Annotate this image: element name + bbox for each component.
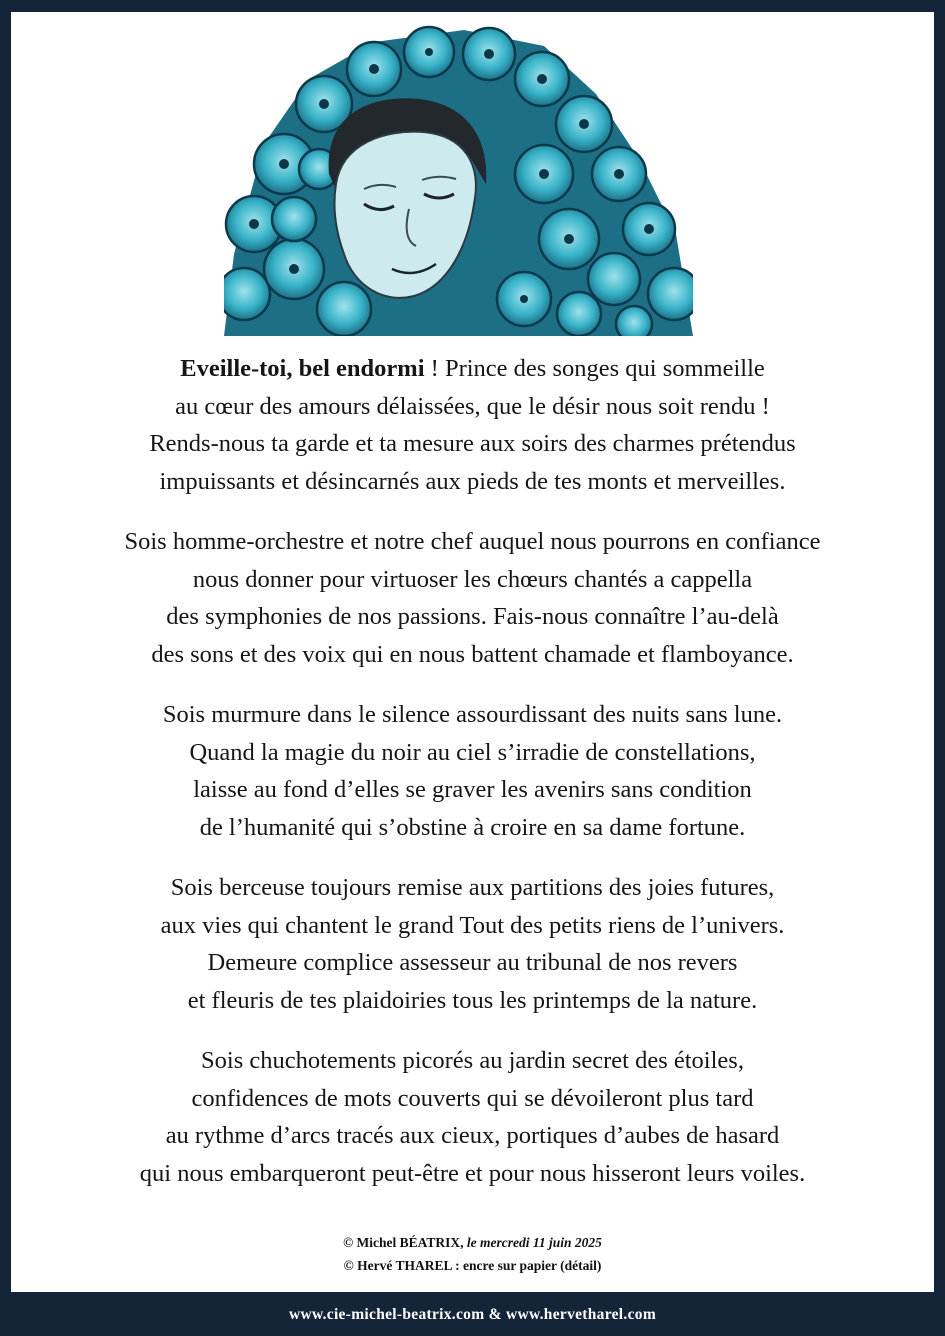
author-credit bbox=[11, 1231, 934, 1254]
poem-line: confidences de mots couverts qui se dévoileront plus tard bbox=[191, 1084, 754, 1112]
poem-line: Sois berceuse toujours remise aux partitions des joies futures, bbox=[170, 874, 775, 901]
poem-line: et fleuris de tes plaidoiries tous les printemps de la nature. bbox=[187, 986, 758, 1014]
poem-line: Sois chuchotements picorés au jardin secret des étoiles, bbox=[201, 1047, 744, 1074]
stanza-4 bbox=[11, 869, 934, 1019]
poem-line: Sois homme-orchestre et notre chef auquel nous pourrons en confiance bbox=[124, 528, 821, 555]
poem-line: qui nous embarqueront peut-être et pour nous hisseront leurs voiles. bbox=[139, 1159, 806, 1187]
poem-line: des sons et des voix qui en nous battent chamade et flamboyance. bbox=[151, 640, 794, 668]
poem-line: Rends-nous ta garde et ta mesure aux soirs des charmes prétendus bbox=[149, 430, 796, 457]
poem-body bbox=[11, 350, 934, 1215]
poem-line bbox=[11, 350, 934, 388]
poem-line: au rythme d’arcs tracés aux cieux, portiques d’aubes de hasard bbox=[165, 1122, 780, 1149]
poem-line: laisse au fond d’elles se graver les avenirs sans condition bbox=[193, 776, 752, 803]
poem-line: Quand la magie du noir au ciel s’irradie de constellations, bbox=[189, 738, 756, 766]
illustration-sleeping-face bbox=[224, 24, 693, 336]
footer-links[interactable]: www.cie-michel-beatrix.com & www.hervetharel.com bbox=[288, 1306, 657, 1323]
poem-line: impuissants et désincarnés aux pieds de tes monts et merveilles. bbox=[159, 467, 786, 495]
poem-date: le mercredi 11 juin 2025 bbox=[466, 1235, 602, 1250]
illustrator-credit: © Hervé THAREL : encre sur papier (détail) bbox=[343, 1258, 602, 1273]
poem-line: Demeure complice assesseur au tribunal de nos revers bbox=[207, 949, 738, 976]
poem-line: nous donner pour virtuoser les chœurs chantés a cappella bbox=[192, 565, 753, 593]
stanza-1 bbox=[11, 350, 934, 500]
stanza-2 bbox=[11, 523, 934, 673]
poem-line: Sois murmure dans le silence assourdissant des nuits sans lune. bbox=[162, 701, 783, 728]
poem-line: des symphonies de nos passions. Fais-nous connaître l’au-delà bbox=[166, 603, 779, 630]
poem-line: de l’humanité qui s’obstine à croire en sa dame fortune. bbox=[199, 813, 746, 841]
poem-line: au cœur des amours délaissées, que le désir nous soit rendu ! bbox=[175, 392, 770, 420]
poem-line-rest: ! Prince des songes qui sommeille bbox=[424, 355, 765, 382]
poem-title: Eveille-toi, bel endormi bbox=[180, 355, 425, 382]
author-name: © Michel BÉATRIX, bbox=[343, 1235, 467, 1250]
poem-line: aux vies qui chantent le grand Tout des petits riens de l’univers. bbox=[160, 911, 785, 939]
poem-page bbox=[11, 12, 934, 1292]
stanza-3 bbox=[11, 696, 934, 846]
stanza-5 bbox=[11, 1042, 934, 1192]
credits bbox=[11, 1231, 934, 1277]
